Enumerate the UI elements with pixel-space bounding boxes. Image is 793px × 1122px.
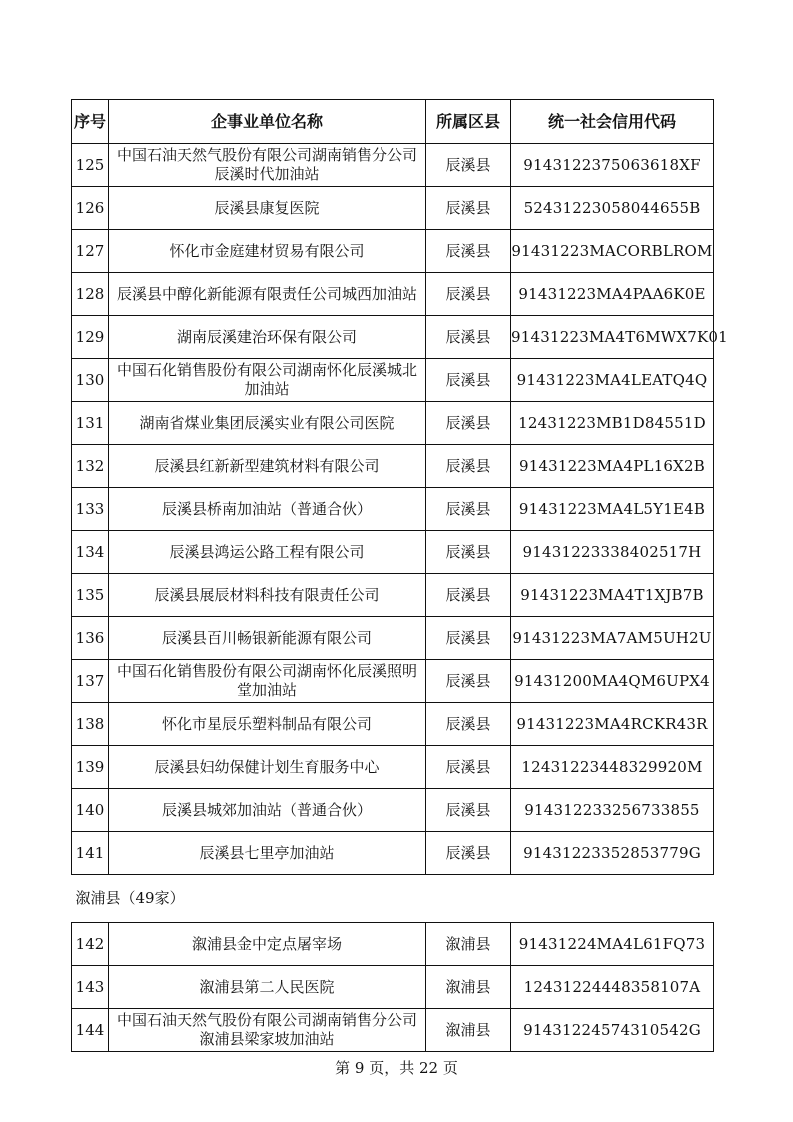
row-number: 142 bbox=[72, 923, 109, 966]
row-credit-code: 91431223MA4L5Y1E4B bbox=[511, 488, 714, 531]
row-enterprise-name: 辰溪县七里亭加油站 bbox=[109, 832, 426, 875]
row-credit-code: 12431224448358107A bbox=[511, 966, 714, 1009]
row-district: 溆浦县 bbox=[426, 1009, 511, 1052]
row-credit-code: 91431200MA4QM6UPX4 bbox=[511, 660, 714, 703]
row-district: 辰溪县 bbox=[426, 703, 511, 746]
table-row bbox=[72, 144, 714, 187]
enterprise-table bbox=[71, 99, 728, 1052]
row-district: 辰溪县 bbox=[426, 445, 511, 488]
row-credit-code: 914312233384​02517H bbox=[511, 531, 714, 574]
row-number: 141 bbox=[72, 832, 109, 875]
row-enterprise-name: 中国石油天然气股份有限公司湖南销售分公司溆浦县梁家坡加油站 bbox=[109, 1009, 426, 1052]
row-enterprise-name: 辰溪县康复医院 bbox=[109, 187, 426, 230]
table-row bbox=[72, 273, 714, 316]
row-credit-code: 12431223MB1D84551D bbox=[511, 402, 714, 445]
row-number: 134 bbox=[72, 531, 109, 574]
page-footer: 第 9 页，共 22 页 bbox=[335, 1059, 458, 1077]
row-enterprise-name: 辰溪县城郊加油站（普通合伙） bbox=[109, 789, 426, 832]
header-district: 所属区县 bbox=[426, 100, 511, 144]
row-district: 辰溪县 bbox=[426, 832, 511, 875]
row-district: 辰溪县 bbox=[426, 617, 511, 660]
row-credit-code: 91431223MA4PAA6K0E bbox=[511, 273, 714, 316]
row-district: 辰溪县 bbox=[426, 144, 511, 187]
row-enterprise-name: 辰溪县中醇化新能源有限责任公司城西加油站 bbox=[109, 273, 426, 316]
row-district: 辰溪县 bbox=[426, 488, 511, 531]
row-district: 辰溪县 bbox=[426, 746, 511, 789]
table-row bbox=[72, 789, 714, 832]
row-credit-code: 91431223MA4LEATQ4Q bbox=[511, 359, 714, 402]
row-enterprise-name: 湖南省煤业集团辰溪实业有限公司医院 bbox=[109, 402, 426, 445]
row-number: 140 bbox=[72, 789, 109, 832]
row-credit-code: 91431223MA4T1XJB7B bbox=[511, 574, 714, 617]
row-number: 128 bbox=[72, 273, 109, 316]
row-number: 135 bbox=[72, 574, 109, 617]
row-number: 133 bbox=[72, 488, 109, 531]
table-row bbox=[72, 359, 714, 402]
table-row bbox=[72, 488, 714, 531]
row-enterprise-name: 中国石化销售股份有限公司湖南怀化辰溪照明堂加油站 bbox=[109, 660, 426, 703]
table-row bbox=[72, 531, 714, 574]
row-number: 136 bbox=[72, 617, 109, 660]
row-number: 139 bbox=[72, 746, 109, 789]
row-credit-code: 91431223MACORBLROM bbox=[511, 230, 714, 273]
row-credit-code: 914312237506​3618XF bbox=[511, 144, 714, 187]
row-district: 辰溪县 bbox=[426, 230, 511, 273]
table-row bbox=[72, 617, 714, 660]
row-enterprise-name: 辰溪县百川畅银新能源有限公司 bbox=[109, 617, 426, 660]
row-number: 126 bbox=[72, 187, 109, 230]
row-enterprise-name: 溆浦县第二人民医院 bbox=[109, 966, 426, 1009]
header-name: 企事业单位名称 bbox=[109, 100, 426, 144]
table-row bbox=[72, 1009, 714, 1052]
row-number: 137 bbox=[72, 660, 109, 703]
row-enterprise-name: 怀化市金庭建材贸易有限公司 bbox=[109, 230, 426, 273]
row-number: 130 bbox=[72, 359, 109, 402]
table-row bbox=[72, 966, 714, 1009]
row-enterprise-name: 辰溪县展辰材料科技有限责任公司 bbox=[109, 574, 426, 617]
row-credit-code: 91431223MA4T6MWX7K01 bbox=[511, 316, 714, 359]
table-header-row bbox=[72, 100, 714, 144]
row-district: 辰溪县 bbox=[426, 531, 511, 574]
table-row bbox=[72, 703, 714, 746]
row-district: 辰溪县 bbox=[426, 359, 511, 402]
row-district: 辰溪县 bbox=[426, 316, 511, 359]
row-credit-code: 914312233256733855 bbox=[511, 789, 714, 832]
table-row bbox=[72, 402, 714, 445]
section-label: 溆浦县（49家） bbox=[72, 875, 714, 923]
row-district: 溆浦县 bbox=[426, 923, 511, 966]
section-row bbox=[72, 875, 714, 923]
row-number: 125 bbox=[72, 144, 109, 187]
row-number: 132 bbox=[72, 445, 109, 488]
header-code: 统一社会信用代码 bbox=[511, 100, 714, 144]
row-enterprise-name: 辰溪县妇幼保健计划生育服务中心 bbox=[109, 746, 426, 789]
table-row bbox=[72, 187, 714, 230]
row-number: 127 bbox=[72, 230, 109, 273]
table-row bbox=[72, 316, 714, 359]
table-row bbox=[72, 574, 714, 617]
row-number: 144 bbox=[72, 1009, 109, 1052]
row-credit-code: 91431223MA4RCKR43R bbox=[511, 703, 714, 746]
row-number: 138 bbox=[72, 703, 109, 746]
row-credit-code: 91431223352853779G bbox=[511, 832, 714, 875]
table-row bbox=[72, 660, 714, 703]
table-row bbox=[72, 230, 714, 273]
table-row bbox=[72, 746, 714, 789]
header-no: 序号 bbox=[72, 100, 109, 144]
row-district: 辰溪县 bbox=[426, 789, 511, 832]
row-enterprise-name: 中国石油天然气股份有限公司湖南销售分公司辰溪时代加油站 bbox=[109, 144, 426, 187]
row-number: 129 bbox=[72, 316, 109, 359]
row-credit-code: 91431224MA4L61FQ73 bbox=[511, 923, 714, 966]
row-district: 辰溪县 bbox=[426, 660, 511, 703]
row-number: 143 bbox=[72, 966, 109, 1009]
row-enterprise-name: 辰溪县鸿运公路工程有限公司 bbox=[109, 531, 426, 574]
row-district: 辰溪县 bbox=[426, 273, 511, 316]
table-row bbox=[72, 923, 714, 966]
table-row bbox=[72, 832, 714, 875]
row-enterprise-name: 辰溪县红新新型建筑材料有限公司 bbox=[109, 445, 426, 488]
row-credit-code: 12431223448329920M bbox=[511, 746, 714, 789]
row-enterprise-name: 中国石化销售股份有限公司湖南怀化辰溪城北加油站 bbox=[109, 359, 426, 402]
row-enterprise-name: 怀化市星辰乐塑料制品有限公司 bbox=[109, 703, 426, 746]
table-row bbox=[72, 445, 714, 488]
row-district: 辰溪县 bbox=[426, 402, 511, 445]
row-credit-code: 52431223058044655B bbox=[511, 187, 714, 230]
row-number: 131 bbox=[72, 402, 109, 445]
row-district: 辰溪县 bbox=[426, 574, 511, 617]
row-enterprise-name: 溆浦县金中定点屠宰场 bbox=[109, 923, 426, 966]
row-credit-code: 91431223MA4PL16X2B bbox=[511, 445, 714, 488]
row-credit-code: 91431223MA7AM5UH2U bbox=[511, 617, 714, 660]
row-enterprise-name: 辰溪县桥南加油站（普通合伙） bbox=[109, 488, 426, 531]
row-credit-code: 91431224574310542G bbox=[511, 1009, 714, 1052]
row-district: 溆浦县 bbox=[426, 966, 511, 1009]
row-district: 辰溪县 bbox=[426, 187, 511, 230]
row-enterprise-name: 湖南辰溪建治环保有限公司 bbox=[109, 316, 426, 359]
